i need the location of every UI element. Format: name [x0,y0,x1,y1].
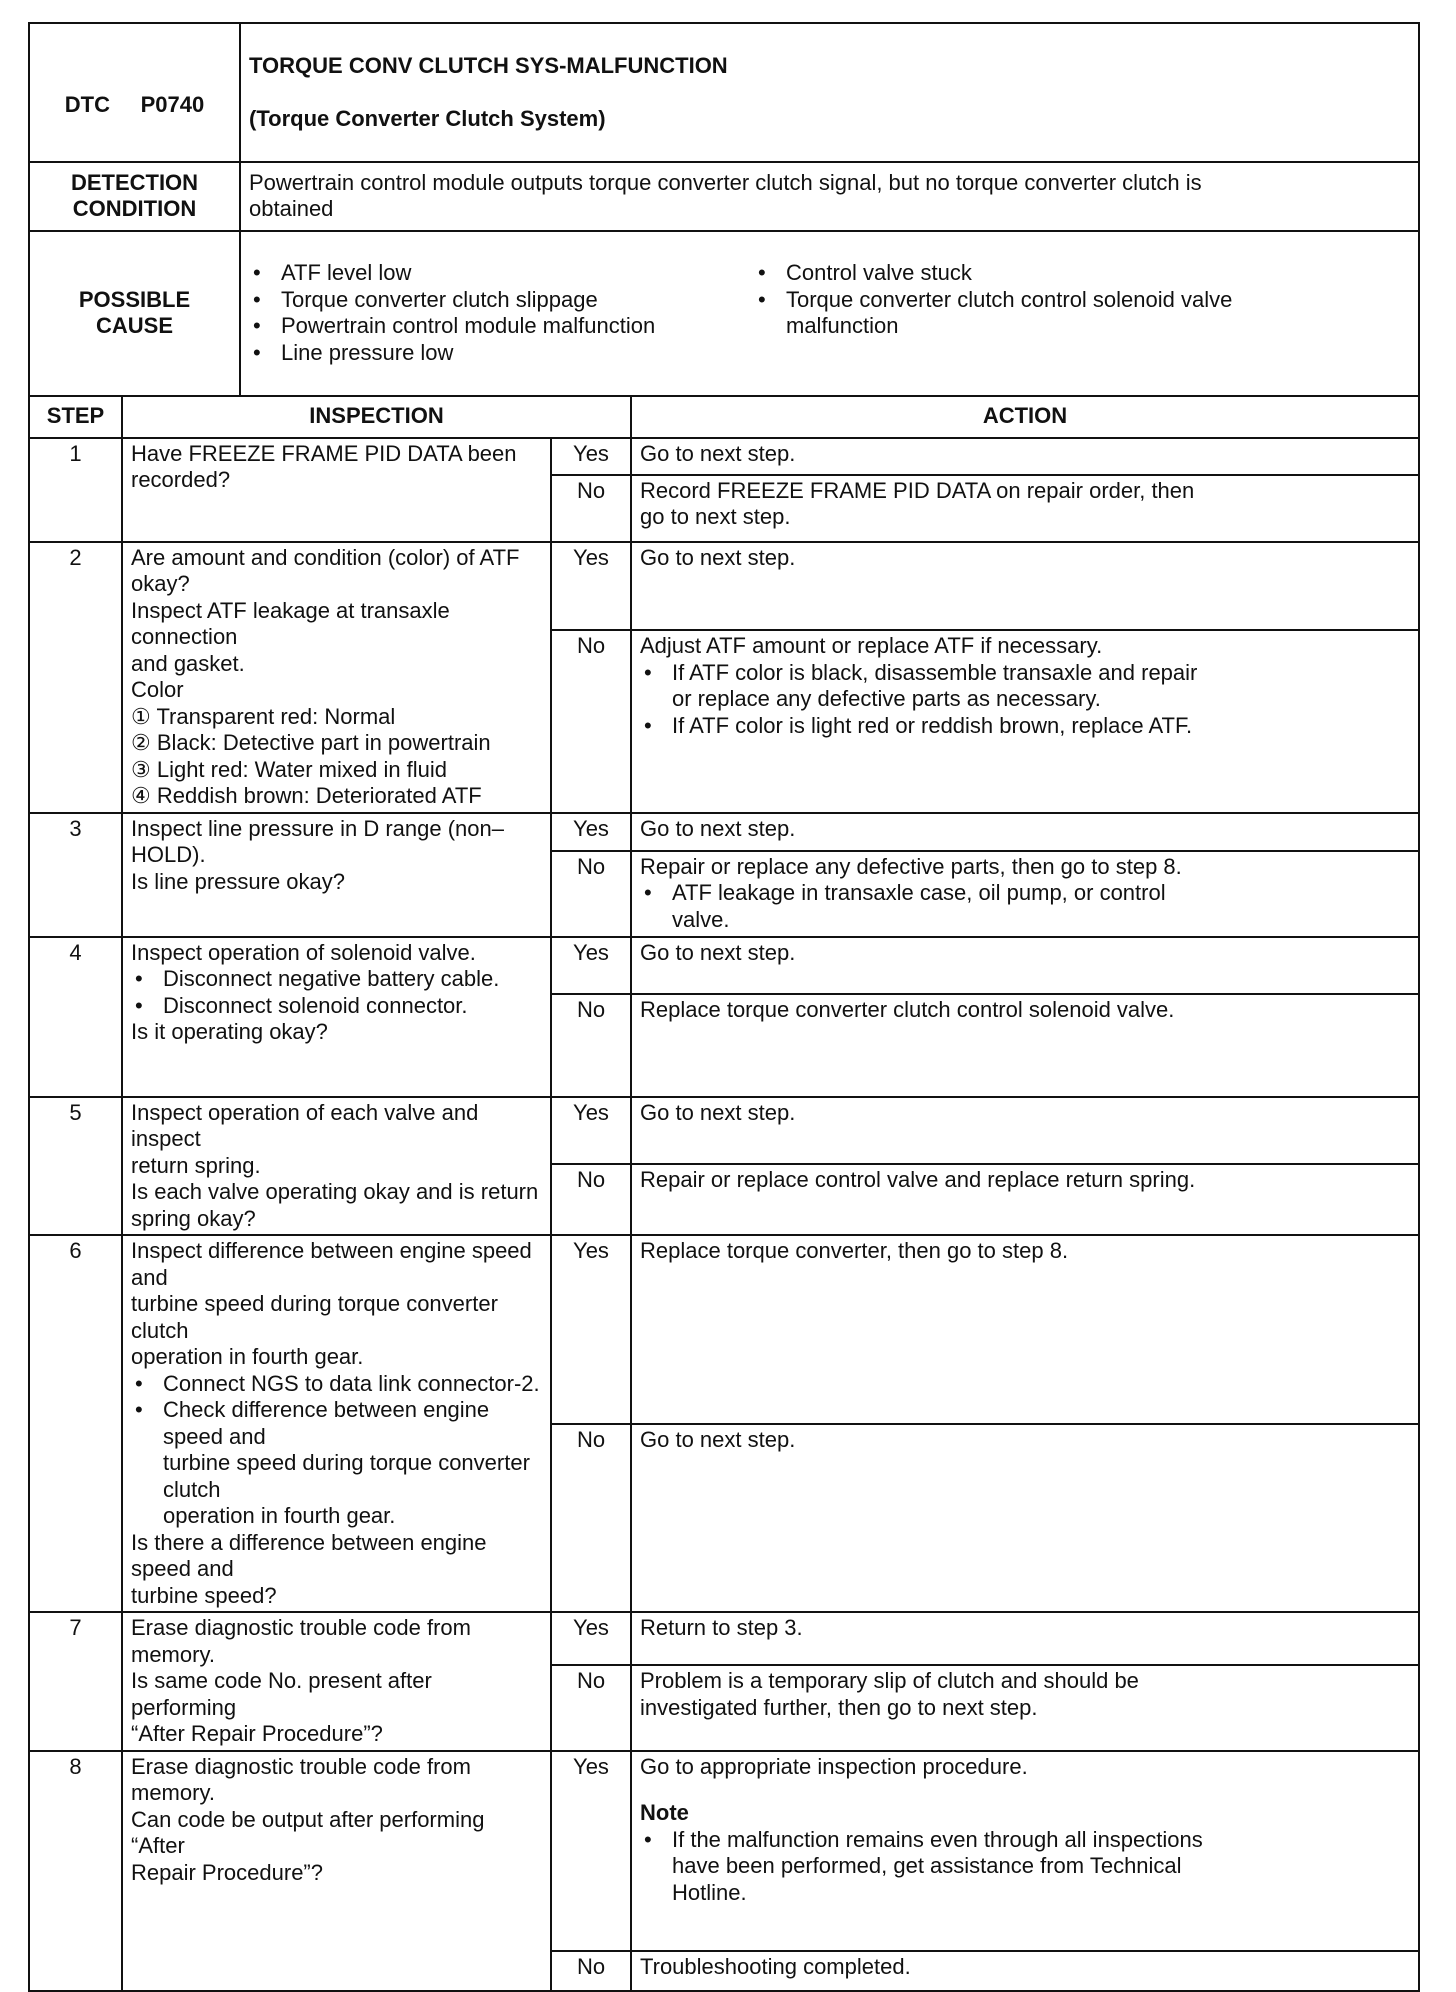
action-bullet: • ATF leakage in transaxle case, oil pump, or control valve. [640,880,1410,933]
inspection-text: Is there a difference between engine speed and turbine speed? [131,1529,487,1608]
yes-label: Yes [551,1235,631,1424]
yes-action-cell [631,1612,1419,1665]
possible-cause-item: • Torque converter clutch slippage [249,287,754,314]
inspection-cell [122,813,551,937]
column-header-inspection: INSPECTION [122,396,631,438]
step-number: 3 [29,813,122,937]
inspection-cell [122,438,551,542]
action-text: Replace torque converter clutch control solenoid valve. [640,996,1175,1022]
table-row [29,542,1419,631]
inspection-text: Have FREEZE FRAME PID DATA been recorded? [131,440,517,492]
detection-condition-text: Powertrain control module outputs torque converter clutch signal, but no torque converter clutch is obtained [240,162,1419,231]
action-text: Go to appropriate inspection procedure. [640,1753,1028,1779]
inspection-text: Inspect operation of solenoid valve. [131,939,476,965]
action-bullet: • If the malfunction remains even through all inspections have been performed, get assistance from Technical Hotline. [640,1827,1410,1907]
column-header-action: ACTION [631,396,1419,438]
possible-cause-item: • Line pressure low [249,340,754,367]
inspection-text: Are amount and condition (color) of ATF okay? Inspect ATF leakage at transaxle connection and gasket. Color ① Transparent red: Normal ② Black: Detective part in powertrain ③ Light red: Water mixed in fluid ④ Reddish brown: Deteriorated ATF [131,544,520,808]
inspection-text: Inspect operation of each valve and inspect return spring. Is each valve operating okay and is return spring okay? [131,1099,539,1231]
table-row [29,1612,1419,1665]
step-number: 1 [29,438,122,542]
possible-cause-list-left [249,260,754,366]
no-action-cell [631,994,1419,1097]
yes-label: Yes [551,1612,631,1665]
dtc-label: DTC [64,92,111,118]
action-text: Adjust ATF amount or replace ATF if necessary. [640,633,1103,659]
step-number: 2 [29,542,122,813]
inspection-cell [122,542,551,813]
no-label: No [551,1665,631,1750]
possible-cause-item: • Control valve stuck [754,260,1410,287]
inspection-cell [122,1235,551,1612]
dtc-title-cell [240,23,1419,162]
yes-action-cell [631,813,1419,851]
table-row [29,813,1419,851]
action-bullet: • If ATF color is black, disassemble transaxle and repair or replace any defective parts as necessary. [640,660,1410,713]
dtc-code: P0740 [140,92,205,118]
yes-label: Yes [551,438,631,475]
possible-cause-item: • ATF level low [249,260,754,287]
table-row [29,937,1419,994]
yes-action-cell [631,937,1419,994]
inspection-bullet: • Disconnect solenoid connector. [131,993,542,1020]
action-text: Repair or replace control valve and replace return spring. [640,1167,1196,1193]
possible-cause-item: • Torque converter clutch control solenoid valve malfunction [754,287,1410,340]
yes-action-cell [631,1097,1419,1165]
inspection-text: Is it operating okay? [131,1019,328,1044]
action-text: Go to next step. [640,544,796,570]
dtc-header-table [28,22,1420,397]
yes-action-cell [631,1751,1419,1951]
step-number: 8 [29,1751,122,1991]
dtc-title: TORQUE CONV CLUTCH SYS-MALFUNCTION [249,52,728,78]
step-number: 5 [29,1097,122,1236]
no-action-cell [631,851,1419,937]
inspection-cell [122,937,551,1097]
inspection-cell [122,1097,551,1236]
no-action-cell [631,475,1419,542]
possible-cause-cell [240,231,1419,396]
no-action-cell [631,1164,1419,1235]
table-row [29,438,1419,475]
no-action-cell [631,630,1419,812]
no-action-cell [631,1665,1419,1750]
table-row [29,1097,1419,1165]
note-heading: Note [640,1800,689,1825]
action-text: Troubleshooting completed. [640,1953,911,1979]
step-number: 4 [29,937,122,1097]
dtc-cell [29,23,240,162]
detection-condition-label: DETECTION CONDITION [29,162,240,231]
troubleshooting-steps-table [28,395,1420,1992]
no-action-cell [631,1951,1419,1991]
table-row [29,1751,1419,1951]
action-text: Return to step 3. [640,1615,803,1640]
no-label: No [551,1951,631,1991]
action-text: Repair or replace any defective parts, then go to step 8. [640,853,1182,879]
action-text: Problem is a temporary slip of clutch and should be investigated further, then go to next step. [640,1668,1139,1720]
yes-label: Yes [551,1097,631,1165]
yes-action-cell [631,438,1419,475]
document-body [28,22,1420,1992]
inspection-bullet: • Check difference between engine speed and turbine speed during torque converter clutch operation in fourth gear. [131,1397,542,1530]
action-text: Go to next step. [640,440,796,466]
yes-label: Yes [551,937,631,994]
action-text: Replace torque converter, then go to step 8. [640,1238,1069,1263]
no-label: No [551,1164,631,1235]
no-action-cell [631,1424,1419,1613]
dtc-subtitle: (Torque Converter Clutch System) [249,105,606,131]
yes-label: Yes [551,542,631,631]
inspection-text: Erase diagnostic trouble code from memory. Can code be output after performing “After Repair Procedure”? [131,1753,485,1885]
inspection-text: Inspect difference between engine speed and turbine speed during torque converter clutch operation in fourth gear. [131,1238,532,1369]
inspection-bullet: • Disconnect negative battery cable. [131,966,542,993]
inspection-bullet: • Connect NGS to data link connector-2. [131,1371,542,1398]
inspection-text: Inspect line pressure in D range (non–HOLD). Is line pressure okay? [131,815,504,894]
yes-label: Yes [551,1751,631,1951]
step-number: 7 [29,1612,122,1751]
no-label: No [551,1424,631,1613]
action-text: Go to next step. [640,815,796,841]
step-number: 6 [29,1235,122,1612]
table-row [29,1235,1419,1424]
yes-action-cell [631,542,1419,631]
yes-label: Yes [551,813,631,851]
possible-cause-list-right [754,260,1410,366]
no-label: No [551,630,631,812]
action-text: Go to next step. [640,939,796,965]
inspection-cell [122,1751,551,1991]
column-header-step: STEP [29,396,122,438]
possible-cause-label: POSSIBLE CAUSE [29,231,240,396]
yes-action-cell [631,1235,1419,1424]
action-text: Go to next step. [640,1426,796,1452]
no-label: No [551,851,631,937]
action-text: Go to next step. [640,1099,796,1125]
possible-cause-item: • Powertrain control module malfunction [249,313,754,340]
inspection-cell [122,1612,551,1751]
inspection-text: Erase diagnostic trouble code from memory. Is same code No. present after performing “After Repair Procedure”? [131,1615,471,1746]
no-label: No [551,994,631,1097]
action-text: Record FREEZE FRAME PID DATA on repair order, then go to next step. [640,477,1195,529]
action-bullet: • If ATF color is light red or reddish brown, replace ATF. [640,713,1410,740]
no-label: No [551,475,631,542]
